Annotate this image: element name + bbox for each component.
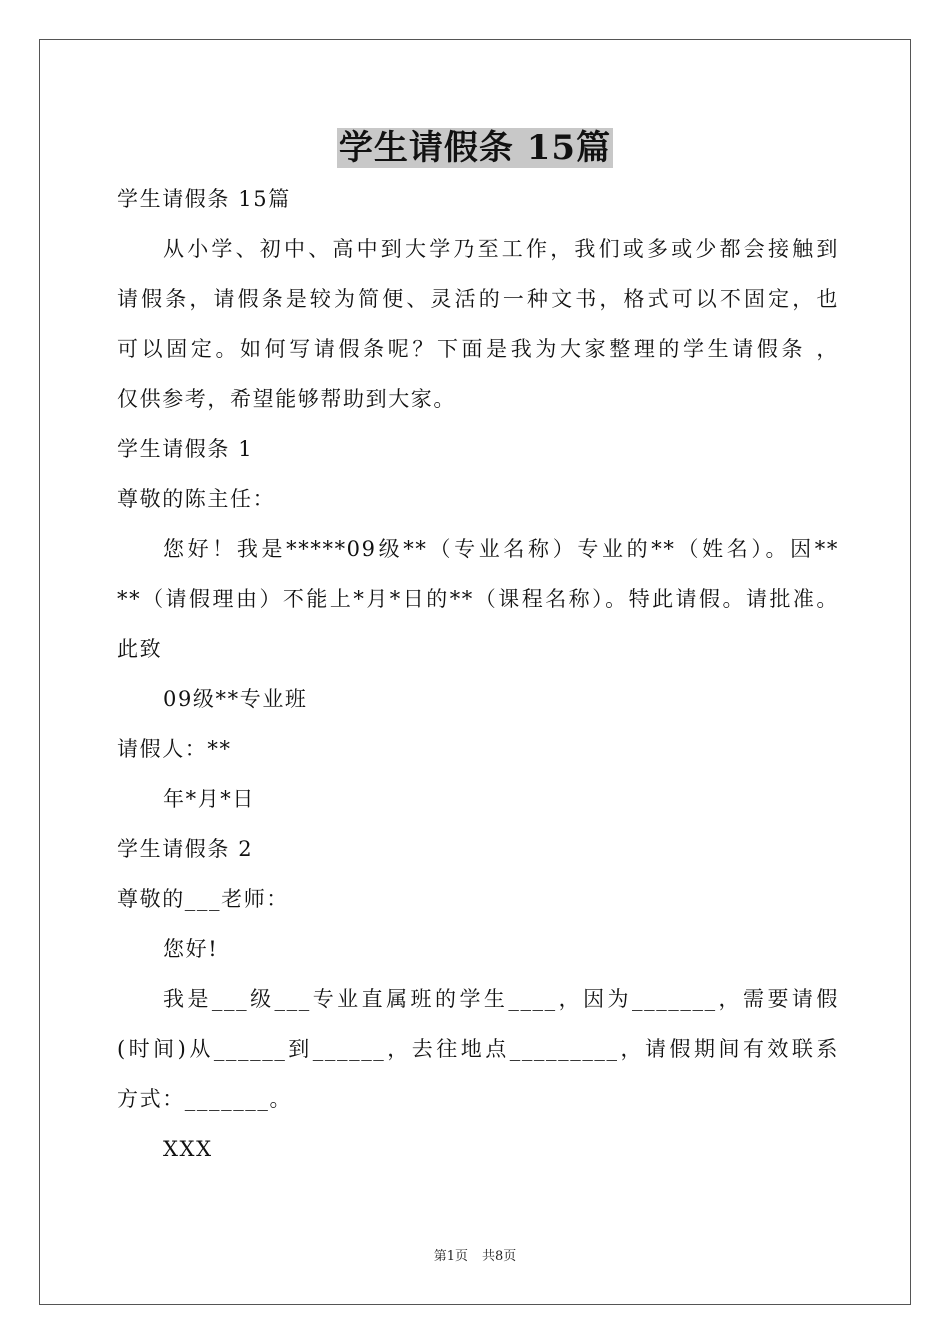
text-line: 请假条，请假条是较为简便、灵活的一种文书，格式可以不固定，也: [117, 287, 839, 311]
document-title-text: 学生请假条 15篇: [338, 128, 612, 168]
text-line: 您好!: [163, 937, 219, 961]
text-line: 我是___级___专业直属班的学生____，因为_______，需要请假: [163, 987, 839, 1011]
text-line: 尊敬的___老师：: [117, 887, 289, 911]
text-line: 学生请假条 2: [117, 837, 254, 861]
document-body: [117, 174, 839, 1174]
text-line: 您好！我是*****09级**（专业名称）专业的**（姓名）。因**: [163, 537, 839, 561]
text-line: 年*月*日: [163, 787, 255, 811]
text-line: **（请假理由）不能上*月*日的**（课程名称）。特此请假。请批准。: [117, 587, 839, 611]
page-total: 共8页: [482, 1249, 517, 1264]
text-line: 此致: [117, 637, 163, 661]
text-line: 09级**专业班: [163, 687, 308, 711]
text-line: 尊敬的陈主任：: [117, 487, 276, 511]
text-line: 从小学、初中、高中到大学乃至工作，我们或多或少都会接触到: [163, 237, 839, 261]
text-line: 方式：_______。: [117, 1087, 293, 1111]
text-line: XXX: [163, 1137, 213, 1161]
text-line: 可以固定。如何写请假条呢？下面是我为大家整理的学生请假条 ，: [117, 337, 839, 361]
page-footer: [0, 1247, 950, 1267]
page-number: 第1页: [433, 1249, 468, 1264]
text-line: 学生请假条 1: [117, 437, 254, 461]
text-line: 请假人：**: [117, 737, 232, 761]
text-line: 仅供参考，希望能够帮助到大家。: [117, 387, 456, 411]
text-line: 学生请假条 15篇: [117, 187, 291, 211]
text-line: (时间)从______到______，去往地点_________，请假期间有效联系: [117, 1037, 839, 1061]
document-title: [0, 124, 950, 172]
